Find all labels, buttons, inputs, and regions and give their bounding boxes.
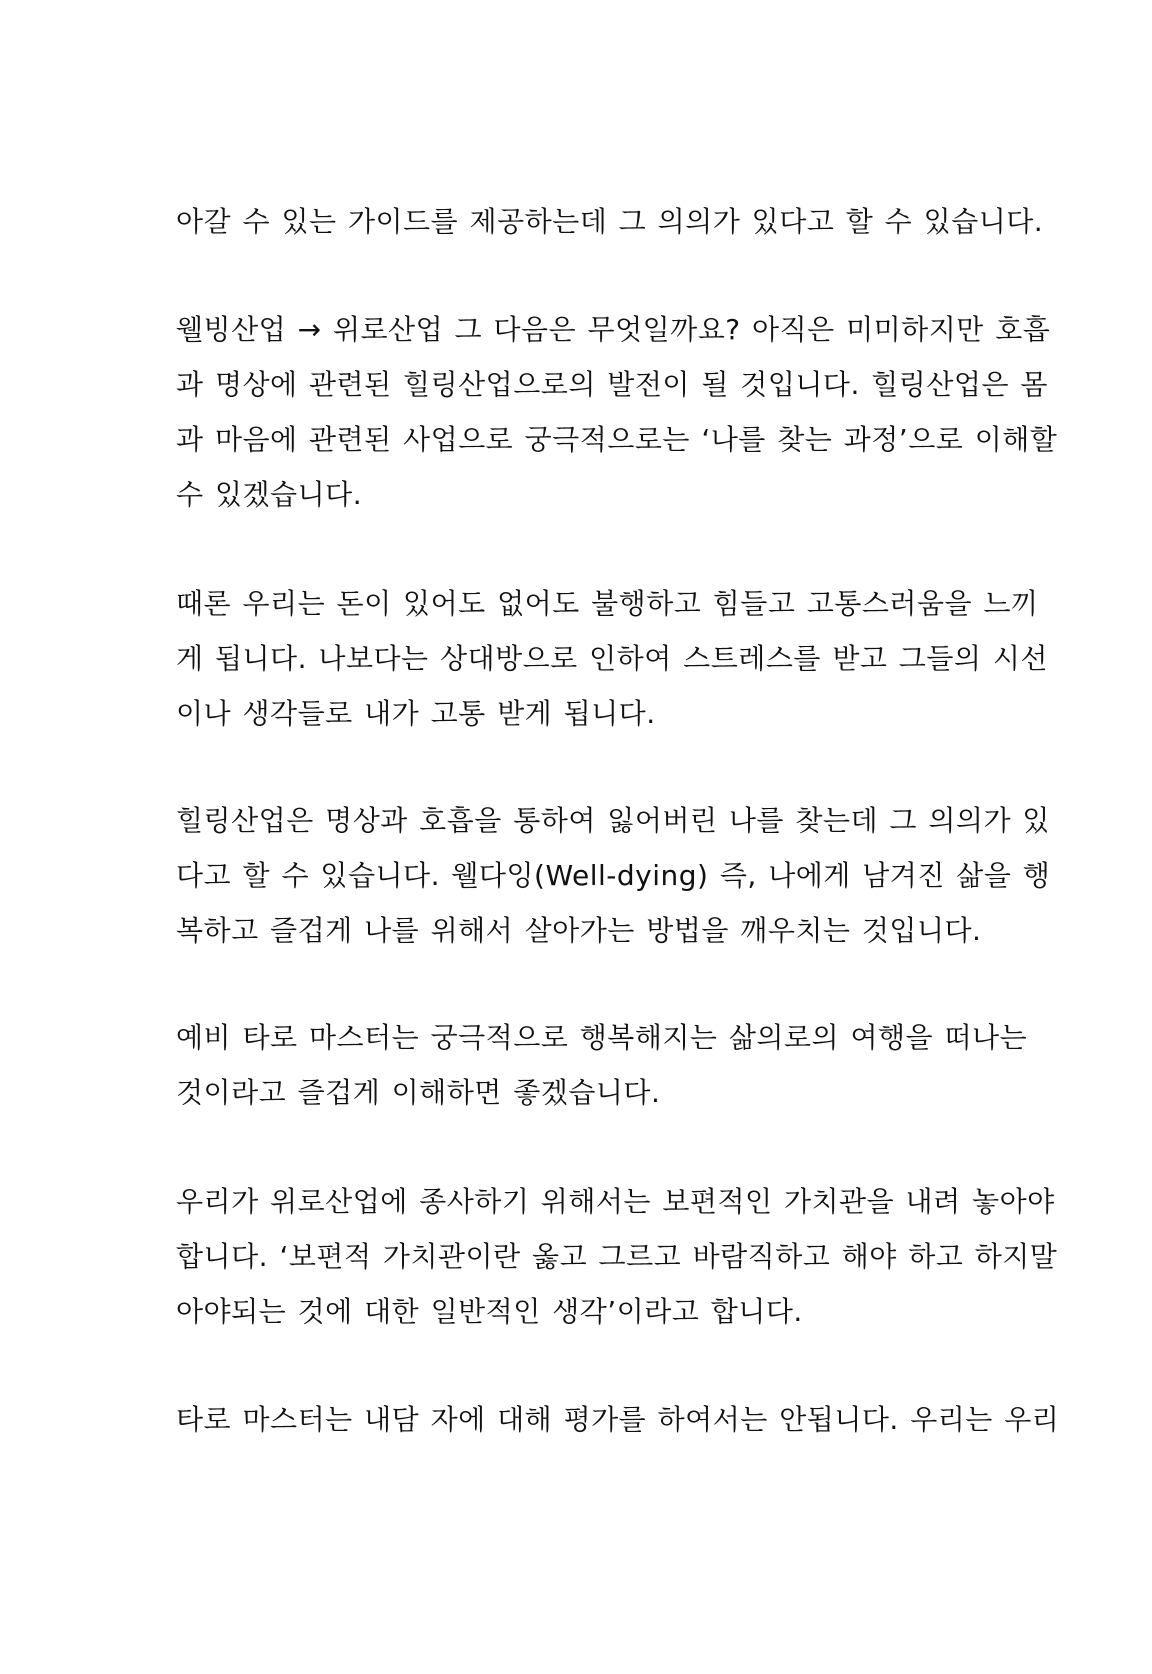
paragraph-5	[176, 1010, 1028, 1120]
paragraph-line: 복하고 즐겁게 나를 위해서 살아가는 방법을 깨우치는 것입니다.	[176, 914, 982, 947]
paragraph-line: 우리가 위로산업에 종사하기 위해서는 보편적인 가치관을 내려 놓아야	[176, 1185, 1055, 1218]
paragraph-line: 과 마음에 관련된 사업으로 궁극적으로는 ‘나를 찾는 과정’으로 이해할	[176, 423, 1058, 456]
paragraph-line: 아야되는 것에 대한 일반적인 생각’이라고 합니다.	[176, 1295, 803, 1328]
paragraph-line: 이나 생각들로 내가 고통 받게 됩니다.	[176, 697, 656, 730]
paragraph-7	[176, 1392, 1060, 1447]
paragraph-line: 것이라고 즐겁게 이해하면 좋겠습니다.	[176, 1076, 661, 1109]
paragraph-1	[176, 194, 1044, 249]
paragraph-line: 예비 타로 마스터는 궁극적으로 행복해지는 삶의로의 여행을 떠나는	[176, 1021, 1028, 1054]
paragraph-3	[176, 576, 1048, 741]
paragraph-line: 힐링산업은 명상과 호흡을 통하여 잃어버린 나를 찾는데 그 의의가 있	[176, 804, 1050, 837]
paragraph-line: 과 명상에 관련된 힐링산업으로의 발전이 될 것입니다. 힐링산업은 몸	[176, 368, 1048, 401]
paragraph-line: 다고 할 수 있습니다. 웰다잉(Well-dying) 즉, 나에게 남겨진 삶을 행	[176, 859, 1051, 892]
paragraph-line: 수 있겠습니다.	[176, 478, 363, 511]
paragraph-6	[176, 1174, 1058, 1339]
paragraph-line: 때론 우리는 돈이 있어도 없어도 불행하고 힘들고 고통스러움을 느끼	[176, 587, 1039, 620]
paragraph-line: 합니다. ‘보편적 가치관이란 옳고 그르고 바람직하고 해야 하고 하지말	[176, 1240, 1058, 1273]
paragraph-2	[176, 302, 1058, 522]
paragraph-4	[176, 793, 1051, 958]
paragraph-line: 웰빙산업 → 위로산업 그 다음은 무엇일까요? 아직은 미미하지만 호흡	[176, 313, 1051, 346]
paragraph-line: 타로 마스터는 내담 자에 대해 평가를 하여서는 안됩니다. 우리는 우리	[176, 1403, 1060, 1436]
paragraph-line: 게 됩니다. 나보다는 상대방으로 인하여 스트레스를 받고 그들의 시선	[176, 642, 1048, 675]
paragraph-line: 아갈 수 있는 가이드를 제공하는데 그 의의가 있다고 할 수 있습니다.	[176, 205, 1044, 238]
